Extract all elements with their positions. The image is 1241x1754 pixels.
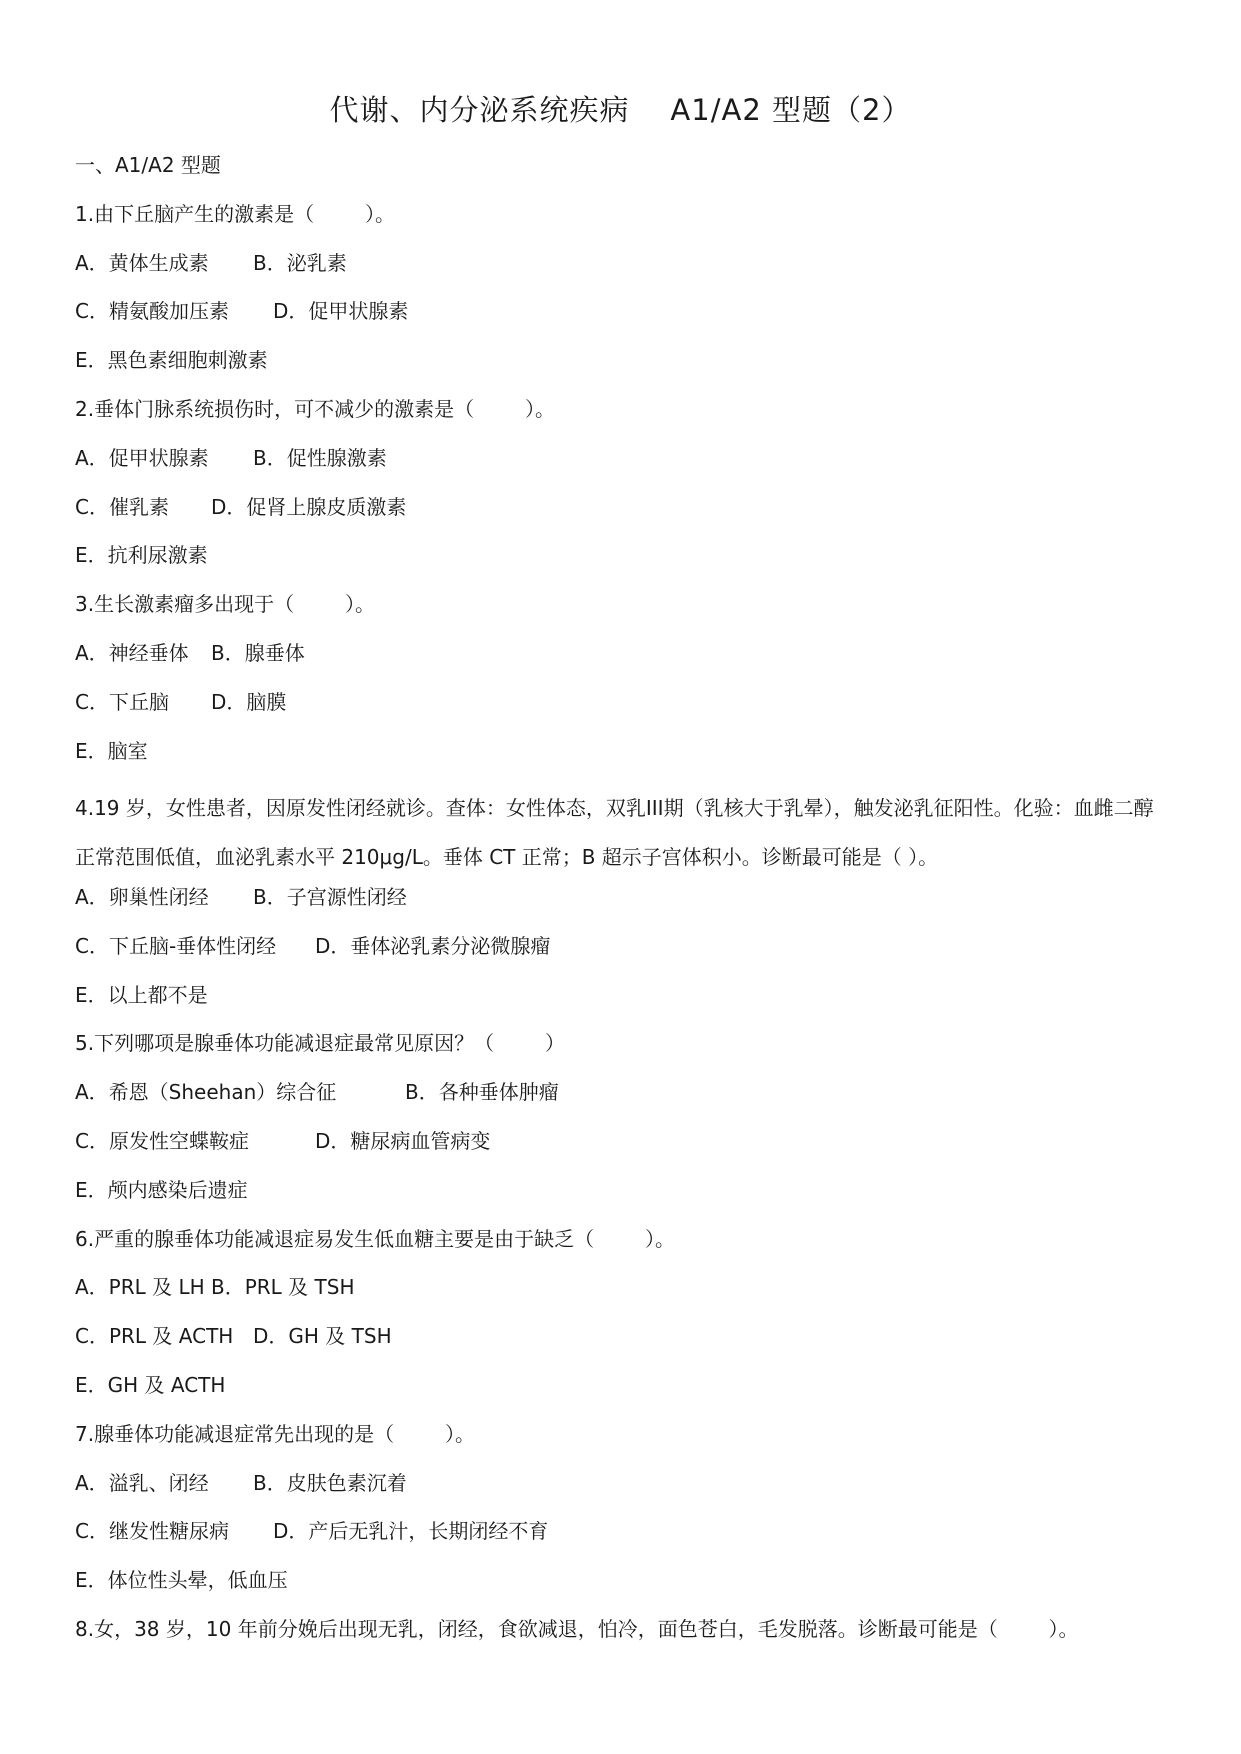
question-list (75, 150, 1170, 1663)
option-c: C．继发性糖尿病 (75, 1519, 229, 1544)
question-stem: 2.垂体门脉系统损伤时，可不减少的激素是（ ）。 (75, 396, 555, 421)
section-heading: 一、A1/A2 型题 (75, 153, 221, 177)
question-stem: 6.严重的腺垂体功能减退症易发生低血糖主要是由于缺乏（ ）。 (75, 1226, 675, 1251)
option-row (75, 736, 1170, 785)
option-a: A．溢乳、闭经 (75, 1470, 209, 1495)
option-row (75, 980, 1170, 1029)
option-row (75, 296, 1170, 345)
option-row (75, 345, 1170, 394)
option-c: C．催乳素 (75, 494, 169, 519)
question-stem: 3.生长激素瘤多出现于（ ）。 (75, 592, 375, 617)
option-b: B．PRL 及 TSH (211, 1275, 355, 1300)
option-a: A．卵巢性闭经 (75, 884, 209, 909)
option-a: A．希恩（Sheehan）综合征 (75, 1080, 337, 1105)
question-stem: 7.腺垂体功能减退症常先出现的是（ ）。 (75, 1421, 475, 1446)
option-a: A．黄体生成素 (75, 250, 209, 275)
question-stem: 1.由下丘脑产生的激素是（ ）。 (75, 201, 395, 226)
option-row (75, 1565, 1170, 1614)
option-c: C．下丘脑-垂体性闭经 (75, 933, 277, 958)
option-e: E．抗利尿激素 (75, 543, 208, 568)
option-e: E．体位性头晕，低血压 (75, 1568, 288, 1593)
option-d: D．糖尿病血管病变 (315, 1128, 491, 1153)
option-row (75, 638, 1170, 687)
option-d: D．GH 及 TSH (253, 1324, 392, 1349)
option-d: D．产后无乳汁，长期闭经不育 (273, 1519, 549, 1544)
question-stem: 5.下列哪项是腺垂体功能减退症最常见原因？（ ） (75, 1031, 565, 1056)
option-e: E．脑室 (75, 738, 148, 763)
option-b: B．腺垂体 (211, 640, 305, 665)
option-e: E．黑色素细胞刺激素 (75, 348, 268, 373)
option-c: C．下丘脑 (75, 689, 169, 714)
option-a: A．PRL 及 LH (75, 1275, 205, 1300)
page-title: 代谢、内分泌系统疾病 A1/A2 型题（2） (329, 93, 912, 127)
option-d: D．脑膜 (211, 689, 287, 714)
option-row (75, 687, 1170, 736)
option-e: E．GH 及 ACTH (75, 1372, 226, 1397)
option-row (75, 1370, 1170, 1419)
option-row (75, 248, 1170, 297)
option-row (75, 540, 1170, 589)
option-d: D．促甲状腺素 (273, 299, 409, 324)
option-row (75, 882, 1170, 931)
option-row (75, 1516, 1170, 1565)
option-row (75, 1077, 1170, 1126)
option-b: B．子宫源性闭经 (253, 884, 407, 909)
option-b: B．泌乳素 (253, 250, 347, 275)
option-c: C．原发性空蝶鞍症 (75, 1128, 249, 1153)
option-row (75, 1126, 1170, 1175)
option-b: B．促性腺激素 (253, 445, 387, 470)
option-c: C．精氨酸加压素 (75, 299, 229, 324)
question-stem: 8.女，38 岁，10 年前分娩后出现无乳，闭经，食欲减退，怕冷，面色苍白，毛发脱落。诊断最可能是（ ）。 (75, 1616, 1079, 1641)
option-row (75, 443, 1170, 492)
option-row (75, 1175, 1170, 1224)
option-d: D．垂体泌乳素分泌微腺瘤 (315, 933, 551, 958)
option-a: A．促甲状腺素 (75, 445, 209, 470)
option-row (75, 492, 1170, 541)
question-stem: 4.19 岁，女性患者，因原发性闭经就诊。查体：女性体态，双乳III期（乳核大于乳晕），触发泌乳征阳性。化验：血雌二醇正常范围低值，血泌乳素水平 210μg/L。垂体 CT 正常；B 超示子宫体积小。诊断最可能是（ ）。 (75, 796, 1154, 870)
option-d: D．促肾上腺皮质激素 (211, 494, 407, 519)
option-a: A．神经垂体 (75, 640, 189, 665)
option-row (75, 1272, 1170, 1321)
option-row (75, 1321, 1170, 1370)
option-b: B．皮肤色素沉着 (253, 1470, 407, 1495)
option-b: B．各种垂体肿瘤 (405, 1080, 559, 1105)
option-e: E．颅内感染后遗症 (75, 1177, 248, 1202)
option-c: C．PRL 及 ACTH (75, 1324, 234, 1349)
option-e: E．以上都不是 (75, 982, 208, 1007)
option-row (75, 1468, 1170, 1517)
option-row (75, 931, 1170, 980)
